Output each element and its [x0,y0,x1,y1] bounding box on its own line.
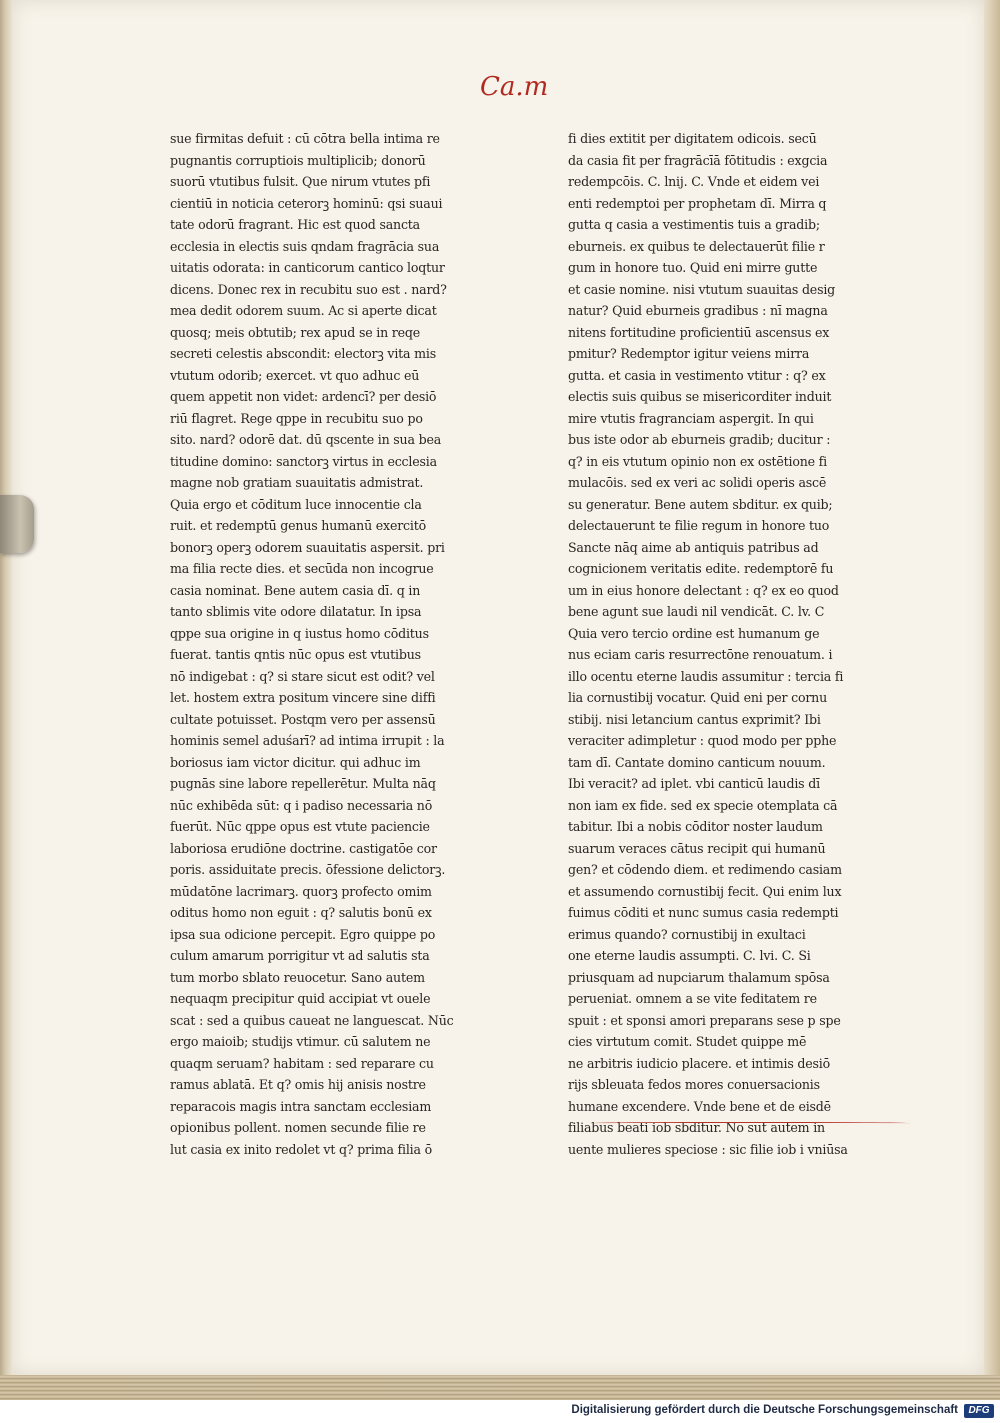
left-text-column [170,128,500,1160]
right-column-line: natur? Quid eburneis gradibus : nī magna [568,303,828,318]
right-column-line: cognicionem veritatis edite. redemptorē fu [568,561,834,576]
right-column-line: gutta. et casia in vestimento vtitur : q? ex [568,367,826,383]
left-column-line: titudine domino: sanctorꝫ virtus in ecclesia [170,453,437,469]
right-column-line: illo ocentu eterne laudis assumitur : tercia fi [568,668,844,684]
right-column-line: electis suis quibus se misericorditer induit [568,389,832,404]
left-column-line: ecclesia in electis suis qndam fragrācia sua [170,238,440,254]
right-column-line: cies virtutum comit. Studet quippe mē [568,1034,807,1049]
left-column-line: cientiū in noticia ceterorꝫ hominū: qsi suaui [170,195,443,211]
left-column-line: nō indigebat : q? si stare sicut est odit? vel [170,668,435,684]
left-column-line: lut casia ex inito redolet vt q? prima filia ō [170,1141,432,1157]
left-column-line: qppe sua origine in q iustus homo cōditus [170,625,429,641]
right-column-line: rijs sbleuata fedos mores conuersacionis [568,1077,820,1092]
left-column-line: opionibus pollent. nomen secunde filie re [170,1120,426,1135]
right-column-line: erimus quando? cornustibij in exultaci [568,926,806,942]
left-column-line: oditus homo non eguit : q? salutis bonū ex [170,905,432,920]
left-column-line: vtutum odorib; exercet. vt quo adhuc eū [170,367,420,383]
left-column-line: culum amarum porrigitur vt ad salutis sta [170,948,430,963]
dfg-logo-icon[interactable]: DFG [964,1404,994,1418]
book-clasp [0,495,34,553]
funding-credit: Digitalisierung gefördert durch die Deutsche Forschungsgemeinschaft [571,1404,958,1416]
left-column-line: ruit. et redemptū genus humanū exercitō [170,518,426,533]
right-column-line: enti redemptoi per prophetam dī. Mirra q [568,195,827,211]
running-head: Ca.m [480,72,549,102]
right-column-line: spuit : et sponsi amori preparans sese p spe [568,1012,841,1028]
right-column-line: fuimus cōditi et nunc sumus casia redempti [568,905,839,920]
right-column-line: filiabus beati iob sbditur. Nō sūt autem in [568,1120,825,1135]
left-column-line: reparacois magis intra sanctam ecclesiam [170,1098,432,1114]
right-column-line: um in eius honore delectant : q? ex eo quod [568,582,839,598]
right-column-line: bene agunt sue laudi nil vendicāt. C. lv. C [568,604,825,619]
right-column-line: lia cornustibij vocatur. Quid eni per cornu [568,690,828,705]
right-column-line: et assumendo cornustibij fecit. Qui enim lux [568,883,842,899]
left-column-line: ipsa sua odicione percepit. Egro quippe po [170,926,436,942]
left-column-line: poris. assiduitate precis. ōfessione delictorꝫ. [170,862,446,877]
right-column-line: mulacōis. sed ex veri ac solidi operis ascē [568,475,827,490]
left-column-line: bonorꝫ operꝫ odorem suauitatis aspersit. pri [170,539,445,555]
right-column-line: delectauerunt te filie regum in honore tuo [568,518,830,533]
left-column-line: nequaqm precipitur quid accipiat vt ouele [170,991,431,1006]
right-column-line: veraciter adimpletur : quod modo per pphe [568,733,837,748]
right-column-line: nus eciam caris resurrectōne renouatum. i [568,647,833,662]
left-column-line: cultate potuisset. Postqm vero per assensū [170,711,436,727]
right-column-line: uente mulieres speciose : sic filie iob i vniūsa [568,1141,848,1157]
left-column-line: pugnās sine labore repellerētur. Multa nāq [170,776,436,791]
right-column-line: one eterne laudis assumpti. C. lvi. C. Si [568,948,811,963]
left-column-line: scat : sed a quibus caueat ne languescat. Nūc [170,1012,454,1028]
left-column-line: nūc exhibēda sūt: q i padiso necessaria nō [170,797,433,813]
right-column-line: mire vtutis fragranciam aspergit. In qui [568,410,814,426]
right-column-line: redempcōis. C. lnij. C. Vnde et eidem vei [568,174,820,189]
left-column-line: let. hostem extra positum vincere sine diffi [170,690,436,705]
right-column-line: tabitur. Ibi a nobis cōditor noster laudum [568,819,823,834]
right-column-line: Sancte nāq aime ab antiquis patribus ad [568,539,819,555]
left-column-line: fuerat. tantis qntis nūc opus est vtutibus [170,647,421,662]
left-column-line: ergo maioib; studijs vtimur. cū salutem ne [170,1034,431,1049]
right-column-line: et casie nomine. nisi vtutum suauitas desig [568,281,836,297]
right-column-line: da casia fit per fragrācīā fōtitudis : exgcia [568,152,828,168]
left-column-line: quosq; meis obtutib; rex apud se in reqe [170,324,420,340]
left-column-line: ma filia recte dies. et secūda non incogrue [170,561,434,576]
left-column-line: riū flagret. Rege qppe in recubitu suo po [170,410,423,426]
left-column-line: uitatis odorata: in canticorum cantico loqtur [170,260,445,275]
left-column-line: quaqm seruam? habitam : sed reparare cu [170,1055,434,1071]
right-column-line: humane excendere. Vnde bene et de eisdē [568,1098,831,1114]
right-column-line: ne arbitris iudicio placere. et intimis desiō [568,1055,831,1071]
left-column-line: Quia ergo et cōditum luce innocentie cla [170,496,422,512]
left-column-line: magne nob gratiam suauitatis admistrat. [170,475,424,490]
left-column-line: quem appetit non videt: ardencī? per desiō [170,389,437,404]
left-column-line: mea dedit odorem suum. Ac si aperte dicat [170,303,437,318]
left-column-line: suorū vtutibus fulsit. Que nirum vtutes pfi [170,174,431,189]
right-column-line: su generatur. Bene autem sbditur. ex quib; [568,496,833,512]
right-column-line: eburneis. ex quibus te delectauerūt filie r [568,238,825,254]
left-column-line: ramus ablatā. Et q? omis hij anisis nostre [170,1077,426,1092]
right-column-line: gen? et cōdendo diem. et redimendo casiam [568,862,842,877]
left-column-line: sito. nard? odorē dat. dū qscente in sua bea [170,432,441,447]
right-column-line: bus iste odor ab eburneis gradib; ducitur : [568,432,831,447]
left-column-line: secreti celestis abscondit: electorꝫ vita mis [170,346,436,361]
left-column-line: pugnantis corruptiois multiplicib; donorū [170,152,426,168]
rubric-underline [590,1122,910,1125]
right-column-line: nitens fortitudine proficientiū ascensus ex [568,324,830,340]
left-column-line: tate odorū fragrant. Hic est quod sancta [170,217,420,232]
right-column-line: stibij. nisi letancium cantus exprimit? Ibi [568,711,821,727]
right-column-line: gutta q casia a vestimentis tuis a gradib; [568,217,820,232]
left-column-line: boriosus iam victor dicitur. qui adhuc im [170,754,421,770]
left-column-line: laboriosa erudiōne doctrine. castigatōe cor [170,840,437,856]
left-column-line: mūdatōne lacrimarꝫ. quorꝫ profecto omim [170,883,432,899]
right-column-line: fi dies extitit per digitatem odicois. secū [568,131,817,146]
right-text-column [568,128,908,1160]
right-column-line: pmitur? Redemptor igitur veiens mirra [568,346,810,361]
right-column-line: non iam ex fide. sed ex specie otemplata cā [568,797,838,813]
left-column-line: tum morbo sblato reuocetur. Sano autem [170,969,425,985]
left-column-line: casia nominat. Bene autem casia dī. q in [170,582,421,598]
left-column-line: tanto sblimis vite odore dilatatur. In ipsa [170,604,422,619]
right-column-line: Ibi veracit? ad iplet. vbi canticū laudis dī [568,776,820,791]
left-column-line: fuerūt. Nūc qppe opus est vtute paciencie [170,819,430,834]
right-column-line: perueniat. omnem a se vite feditatem re [568,991,817,1006]
right-column-line: suarum veraces cātus recipit qui humanū [568,840,826,856]
right-column-line: gum in honore tuo. Quid eni mirre gutte [568,260,818,275]
right-column-line: q? in eis vtutum opinio non ex ostētione fi [568,453,827,469]
footer-bar [0,1400,1000,1423]
right-column-line: tam dī. Cantate domino canticum nouum. [568,754,826,770]
right-column-line: priusquam ad nupciarum thalamum spōsa [568,969,830,985]
left-column-line: hominis semel aduśarī? ad intima irrupit : la [170,733,445,748]
left-column-line: sue firmitas defuit : cū cōtra bella intima re [170,131,440,146]
left-column-line: dicens. Donec rex in recubitu suo est . nard? [170,281,447,297]
page-edges [0,1375,1000,1400]
right-column-line: Quia vero tercio ordine est humanum ge [568,625,820,641]
